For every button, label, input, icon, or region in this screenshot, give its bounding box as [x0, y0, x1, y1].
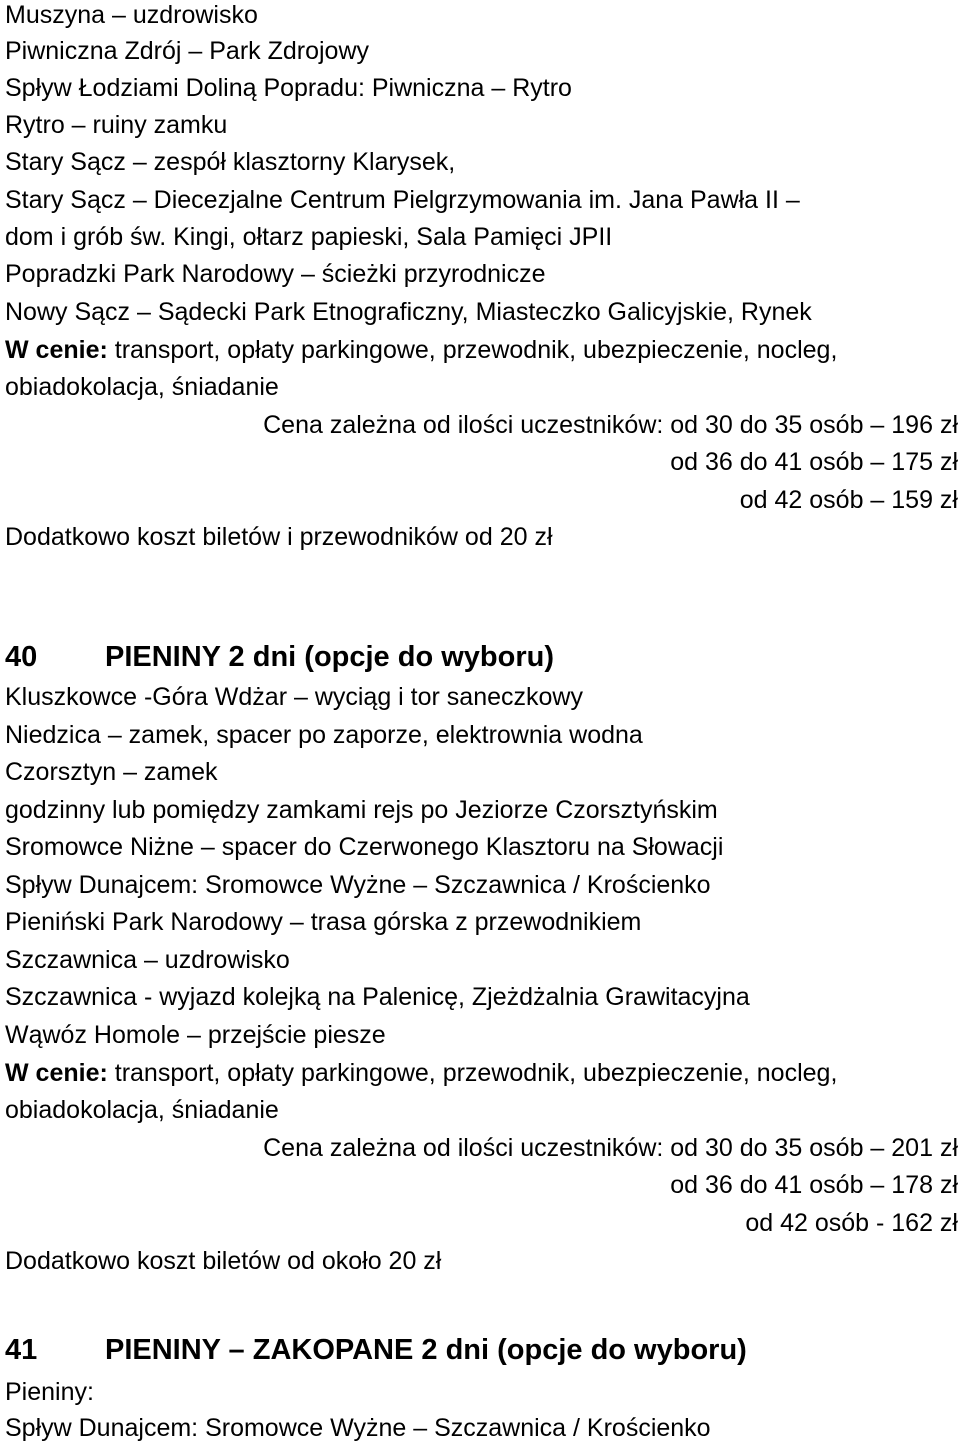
included-label: W cenie:: [5, 1059, 108, 1087]
itinerary-line: Niedzica – zamek, spacer po zaporze, elektrownia wodna: [5, 721, 643, 749]
itinerary-line: Szczawnica – uzdrowisko: [5, 946, 290, 974]
section-number: 40: [5, 641, 38, 673]
itinerary-line: Spływ Dunajcem: Sromowce Wyżne – Szczawnica / Krościenko: [5, 871, 711, 899]
included-line: [5, 1058, 837, 1088]
itinerary-line: Spływ Dunajcem: Sromowce Wyżne – Szczawnica / Krościenko: [5, 1414, 711, 1442]
price-tier-1: Cena zależna od ilości uczestników: od 30 do 35 osób – 196 zł: [263, 411, 958, 439]
included-text: transport, opłaty parkingowe, przewodnik, ubezpieczenie, nocleg,: [107, 336, 838, 364]
section-heading: [5, 640, 554, 674]
price-tier-3: od 42 osób - 162 zł: [745, 1209, 958, 1237]
itinerary-line: Pieniny:: [5, 1378, 94, 1406]
section-number: 41: [5, 1334, 38, 1366]
itinerary-line: Pieniński Park Narodowy – trasa górska z przewodnikiem: [5, 908, 642, 936]
included-line-2: obiadokolacja, śniadanie: [5, 1096, 279, 1124]
itinerary-line: dom i grób św. Kingi, ołtarz papieski, Sala Pamięci JPII: [5, 223, 613, 251]
price-tier-1: Cena zależna od ilości uczestników: od 30 do 35 osób – 201 zł: [263, 1134, 958, 1162]
itinerary-line: Sromowce Niżne – spacer do Czerwonego Klasztoru na Słowacji: [5, 833, 724, 861]
itinerary-line: Stary Sącz – zespół klasztorny Klarysek,: [5, 148, 456, 176]
itinerary-line: Kluszkowce -Góra Wdżar – wyciąg i tor saneczkowy: [5, 683, 583, 711]
section-title: PIENINY 2 dni (opcje do wyboru): [105, 641, 555, 673]
itinerary-line: Popradzki Park Narodowy – ścieżki przyrodnicze: [5, 260, 546, 288]
itinerary-line: godzinny lub pomiędzy zamkami rejs po Jeziorze Czorsztyńskim: [5, 796, 718, 824]
price-tier-2: od 36 do 41 osób – 175 zł: [670, 448, 958, 476]
itinerary-line: Muszyna – uzdrowisko: [5, 1, 258, 29]
price-tier-2: od 36 do 41 osób – 178 zł: [670, 1171, 958, 1199]
included-label: W cenie:: [5, 336, 108, 364]
itinerary-line: Spływ Łodziami Doliną Popradu: Piwniczna – Rytro: [5, 74, 572, 102]
itinerary-line: Wąwóz Homole – przejście piesze: [5, 1021, 386, 1049]
section-title: PIENINY – ZAKOPANE 2 dni (opcje do wyboru): [105, 1334, 747, 1366]
section-heading: [5, 1333, 747, 1367]
included-text: transport, opłaty parkingowe, przewodnik, ubezpieczenie, nocleg,: [107, 1059, 838, 1087]
itinerary-line: Piwniczna Zdrój – Park Zdrojowy: [5, 37, 370, 65]
included-line: [5, 335, 837, 365]
itinerary-line: Szczawnica - wyjazd kolejką na Palenicę, Zjeżdżalnia Grawitacyjna: [5, 983, 750, 1011]
itinerary-line: Czorsztyn – zamek: [5, 758, 218, 786]
extra-cost-note: Dodatkowo koszt biletów i przewodników od 20 zł: [5, 523, 553, 551]
itinerary-line: Stary Sącz – Diecezjalne Centrum Pielgrzymowania im. Jana Pawła II –: [5, 186, 800, 214]
included-line-2: obiadokolacja, śniadanie: [5, 373, 279, 401]
price-tier-3: od 42 osób – 159 zł: [739, 486, 958, 514]
itinerary-line: Rytro – ruiny zamku: [5, 111, 228, 139]
extra-cost-note: Dodatkowo koszt biletów od około 20 zł: [5, 1247, 442, 1275]
itinerary-line: Nowy Sącz – Sądecki Park Etnograficzny, Miasteczko Galicyjskie, Rynek: [5, 298, 812, 326]
